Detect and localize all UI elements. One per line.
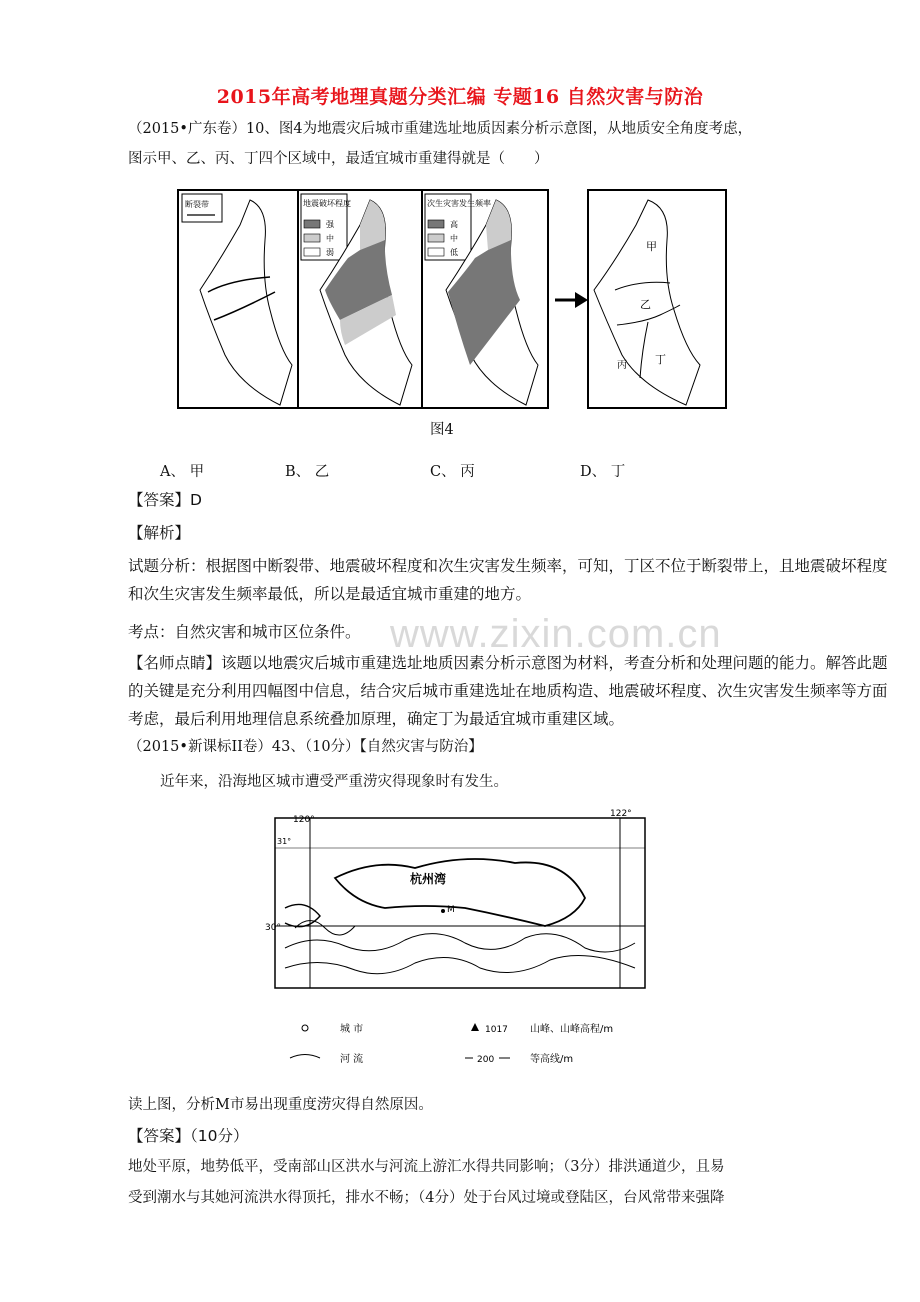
city-m-label: M [447, 905, 455, 915]
damage-legend-swatch-strong [304, 220, 320, 228]
lon-label-120: 120° [293, 815, 315, 825]
damage-level-weak: 弱 [326, 248, 334, 257]
q2-header: （2015•新课标II卷）43、（10分）【自然灾害与防治】 [128, 739, 483, 755]
legend-peak-symbol [471, 1023, 479, 1031]
fault-legend-label: 断裂带 [185, 200, 209, 209]
q1-stem-line2: 图示甲、乙、丙、丁四个区域中，最适宜城市重建得就是（ ） [128, 151, 549, 167]
q1-analysis: 试题分析：根据图中断裂带、地震破坏程度和次生灾害发生频率，可知，丁区不位于断裂带上，且地震破坏程度和次生灾害发生频率最低，所以是最适宜城市重建的地方。 [128, 557, 888, 603]
legend-peak: 山峰、山峰高程/m [530, 1024, 614, 1035]
legend-river: 河 流 [340, 1054, 364, 1065]
page-title: 2015年高考地理真题分类汇编 专题16 自然灾害与防治 [216, 86, 704, 108]
figure-4 [170, 180, 780, 448]
q2-question: 读上图，分析M市易出现重度涝灾得自然原因。 [128, 1097, 433, 1113]
legend-city: 城 市 [340, 1024, 364, 1035]
q1-answer: 【答案】D [128, 491, 202, 509]
damage-level-medium: 中 [326, 234, 334, 243]
q1-analysis-heading: 【解析】 [128, 524, 191, 542]
watermark: www.zixin.com.cn [390, 612, 722, 656]
region-bing: 丙 [617, 360, 627, 371]
q1-stem-line1: （2015•广东卷）10、图4为地震灾后城市重建选址地质因素分析示意图，从地质安全角度考虑， [128, 121, 753, 137]
bay-label: 杭州湾 [410, 872, 447, 886]
option-d: D、 丁 [580, 464, 626, 480]
damage-level-strong: 强 [326, 220, 334, 229]
region-yi: 乙 [640, 298, 651, 311]
q2-answer-line1: 地处平原，地势低平，受南部山区洪水与河流上游汇水得共同影响；（3分）排洪通道少，且易 [128, 1159, 725, 1175]
arrow-head [575, 292, 588, 308]
legend-contour-value: 200 [477, 1055, 495, 1065]
q1-kaodian: 考点：自然灾害和城市区位条件。 [128, 623, 361, 641]
figure-4-caption: 图4 [430, 422, 454, 438]
q1-comment: 【名师点睛】该题以地震灾后城市重建选址地质因素分析示意图为材料，考查分析和处理问题的能力。解答此题的关键是充分利用四幅图中信息，结合灾后城市重建选址在地质构造、地震破坏程度、次生灾害发生频率等方面考虑，最后利用地理信息系统叠加原理，确定丁为最适宜城市重建区域。 [128, 654, 888, 728]
city-outline-1 [200, 200, 292, 405]
legend-city-symbol [302, 1025, 308, 1031]
damage-legend-title: 地震破坏程度 [303, 199, 351, 208]
option-c: C、 丙 [430, 464, 475, 480]
region-jia: 甲 [646, 240, 657, 253]
hazard-level-high: 高 [450, 220, 458, 229]
city-m-dot [441, 909, 445, 913]
hazard-legend-title: 次生灾害发生频率 [427, 199, 491, 208]
lat-label-30: 30° [265, 923, 281, 933]
legend-peak-value: 1017 [485, 1025, 508, 1035]
hazard-legend-swatch-medium [428, 234, 444, 242]
damage-legend-swatch-weak [304, 248, 320, 256]
option-b: B、 乙 [285, 464, 330, 480]
damage-legend-swatch-medium [304, 234, 320, 242]
q2-answer-line2: 受到潮水与其她河流洪水得顶托，排水不畅；（4分）处于台风过境或登陆区，台风常带来强降 [128, 1190, 725, 1206]
legend-contour: 等高线/m [530, 1054, 574, 1065]
region-ding: 丁 [655, 353, 666, 366]
q2-answer-label: 【答案】（10分） [128, 1127, 249, 1145]
hangzhou-bay-map [265, 808, 665, 1073]
hazard-level-medium: 中 [450, 234, 458, 243]
q2-intro: 近年来，沿海地区城市遭受严重涝灾得现象时有发生。 [160, 774, 508, 790]
hazard-legend-swatch-low [428, 248, 444, 256]
lat-label-31: 31° [277, 837, 292, 846]
option-a: A、 甲 [160, 464, 205, 480]
legend-river-symbol [290, 1055, 320, 1059]
hazard-level-low: 低 [450, 248, 458, 257]
lon-label-122: 122° [610, 809, 632, 819]
hazard-legend-swatch-high [428, 220, 444, 228]
